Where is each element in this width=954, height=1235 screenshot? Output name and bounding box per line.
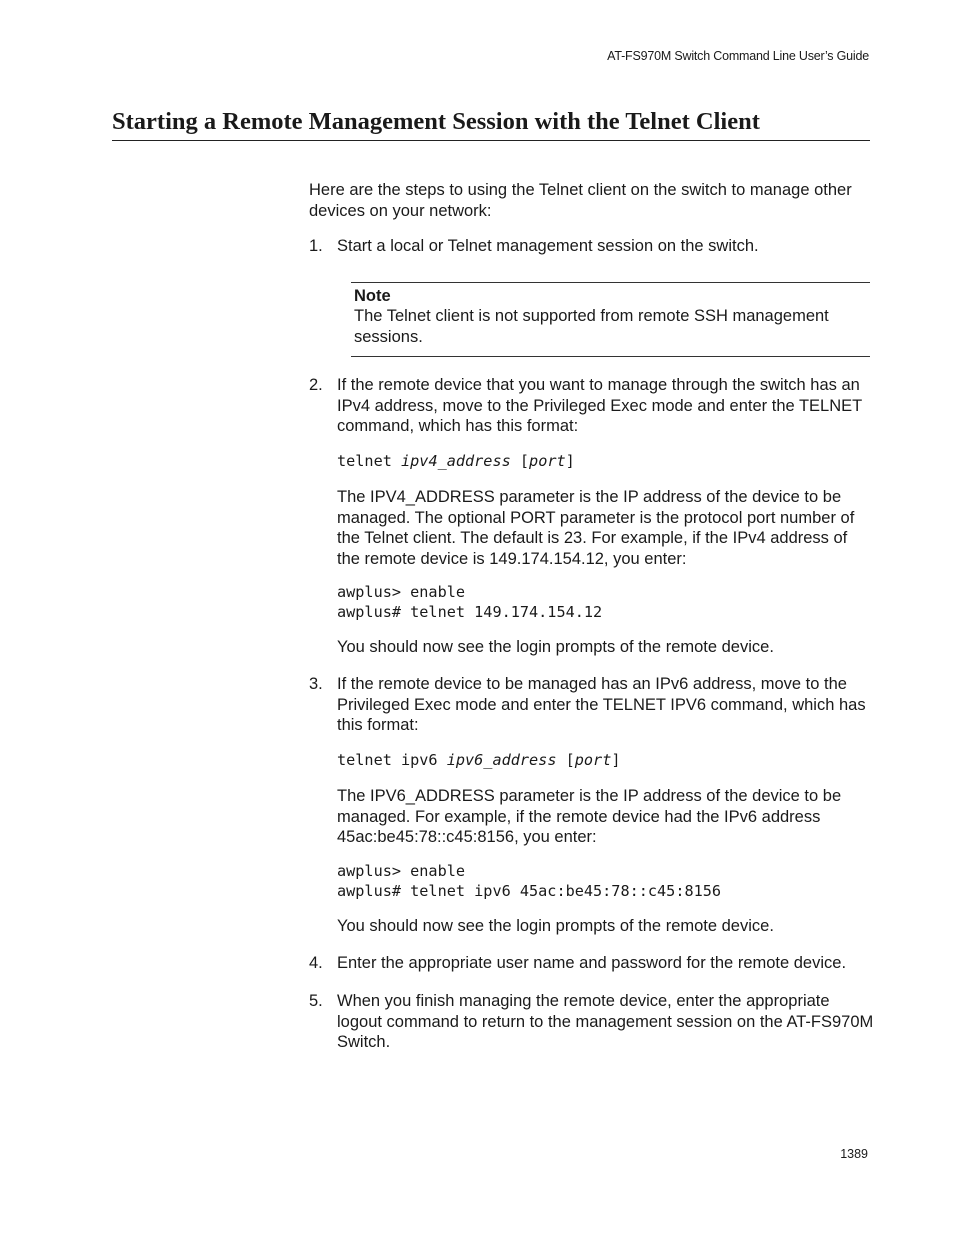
step-5 <box>309 991 875 1053</box>
step-2 <box>309 375 875 437</box>
step-text: If the remote device that you want to manage through the switch has an IPv4 address, move to the Privileged Exec mode and enter the TELNET command, which has this format: <box>337 376 862 435</box>
step-text: Start a local or Telnet management session on the switch. <box>337 237 759 255</box>
intro-paragraph: Here are the steps to using the Telnet client on the switch to manage other devices on your network: <box>309 181 852 220</box>
optional-parameter: port <box>529 452 566 470</box>
ipv6-explanation: The IPV6_ADDRESS parameter is the IP address of the device to be managed. For example, if the remote device had the IPv6 address 45ac:be45:78::c45:8156, you enter: <box>337 787 842 846</box>
step-3 <box>309 674 875 736</box>
optional-parameter: port <box>574 751 612 769</box>
section-title: Starting a Remote Management Session with the Telnet Client <box>112 106 870 141</box>
step-text: If the remote device to be managed has an IPv6 address, move to the Privileged Exec mode and enter the TELNET IPV6 command, which has this format: <box>337 675 866 734</box>
code-line: awplus> enable <box>337 862 466 880</box>
telnet-ipv6-format <box>337 751 621 771</box>
step-1 <box>309 236 875 257</box>
command-keyword: telnet ipv6 <box>337 751 447 769</box>
step-number: 4. <box>309 954 323 972</box>
step-number: 5. <box>309 992 323 1010</box>
command-parameter: ipv4_address <box>401 452 511 470</box>
command-keyword: telnet <box>337 452 402 470</box>
telnet-ipv4-format <box>337 452 575 472</box>
step-number: 1. <box>309 237 323 255</box>
running-header: AT-FS970M Switch Command Line User’s Guide <box>607 49 869 63</box>
ipv6-result: You should now see the login prompts of the remote device. <box>337 917 774 935</box>
step-number: 3. <box>309 675 323 693</box>
step-text: When you finish managing the remote device, enter the appropriate logout command to return to the management session on the AT-FS970M Switch. <box>337 992 874 1051</box>
page-number: 1389 <box>840 1147 868 1161</box>
step-4 <box>309 953 875 974</box>
note-box <box>351 282 870 357</box>
code-line: awplus# telnet ipv6 45ac:be45:78::c45:8156 <box>337 881 722 900</box>
ipv6-example <box>337 862 721 901</box>
bracket-open: [ <box>556 751 575 769</box>
code-line: awplus# telnet 149.174.154.12 <box>337 602 603 621</box>
ipv4-example <box>337 583 602 622</box>
ipv4-explanation: The IPV4_ADDRESS parameter is the IP address of the device to be managed. The optional PORT parameter is the protocol port number of the Telnet client. The default is 23. For example, if the IPv4 address of the remote device is 149.174.154.12, you enter: <box>337 488 855 568</box>
ipv4-result: You should now see the login prompts of the remote device. <box>337 638 774 656</box>
command-parameter: ipv6_address <box>446 751 557 769</box>
step-text: Enter the appropriate user name and password for the remote device. <box>337 954 847 972</box>
bracket-close: ] <box>611 751 621 769</box>
note-body: The Telnet client is not supported from remote SSH management sessions. <box>354 307 829 346</box>
code-line: awplus> enable <box>337 583 466 601</box>
note-title: Note <box>354 287 391 305</box>
bracket-open: [ <box>510 452 530 470</box>
step-number: 2. <box>309 376 323 394</box>
bracket-close: ] <box>565 452 575 470</box>
